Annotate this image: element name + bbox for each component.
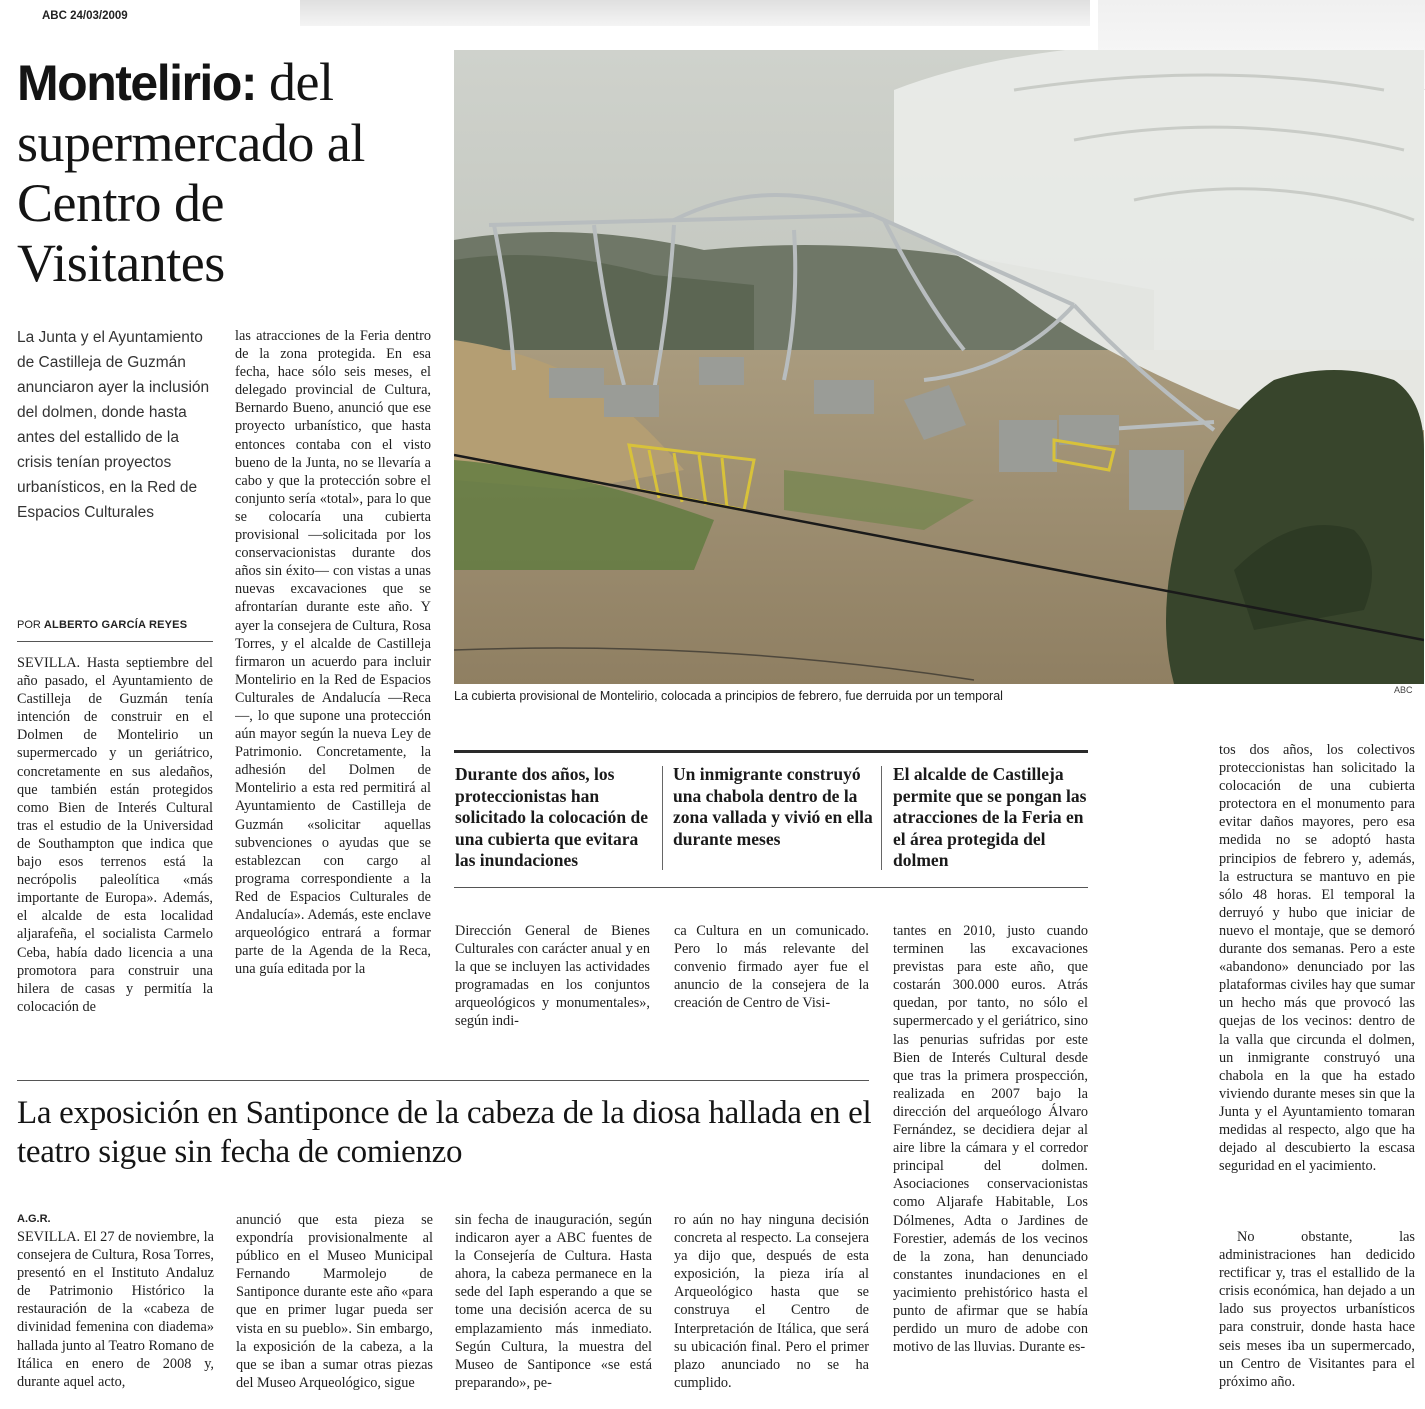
second-article-byline: A.G.R.	[17, 1213, 51, 1225]
adjacent-page-strip	[300, 0, 1090, 26]
photo-credit: ABC	[1394, 685, 1413, 695]
headline-rest: del supermercado al Centro de Visitantes	[17, 52, 365, 293]
article-column-6-paragraph-2: No obstante, las administraciones han dedicido rectificar y, tras el estallido de la crisis económica, han dejado a un lado sus proyectos urbanísticos para construir, donde hasta hace seis meses iba un supermercado, un Centro de Visitantes para el próximo año.	[1219, 1229, 1415, 1390]
pull-quote-3: El alcalde de Castilleja permite que se pongan las atracciones de la Feria en el área protegida del dolmen	[893, 764, 1087, 871]
quotes-top-rule	[454, 750, 1088, 753]
article-column-3: Dirección General de Bienes Culturales con carácter anual y en la que se incluyen las actividades programadas en los conjuntos arqueológicos y monumentales», según indi-	[455, 923, 650, 1030]
second-article-column-4: ro aún no hay ninguna decisión concreta al respecto. La consejera ya dijo que, después de esta exposición, la pieza iría al Arqueológico hasta que se construya el Centro de Interpretación de Itálica, que será su ubicación final. Pero el primer plazo anunciado no se ha cumplido.	[674, 1212, 869, 1391]
article-column-6: tos dos años, los colectivos proteccionistas han solicitado la colocación de una cubierta protectora en el monumento para evitar daños mayores, pero esa medida no se adoptó hasta principios de febrero y, además, la estructura se mantuvo en pie sólo 48 horas. El temporal la derruyó y hubo que iniciar de nuevo el montaje, que se demoró durante dos semanas. Pero a este «abandono» denunciado por las plataformas civiles hay que sumar un hecho más que provocó las quejas de los vecinos: dentro de la valla que circunda el dolmen, un inmigrante construyó una chabola en la que ha estado viviendo durante meses sin que la Junta y el Ayuntamiento tomaran medidas al respecto, algo que ha dejado al descubierto la escasa seguridad en el yacimiento.	[1219, 742, 1415, 1175]
pull-quote-1: Durante dos años, los proteccionistas han solicitado la colocación de una cubierta que evitara las inundaciones	[455, 764, 648, 871]
second-article-column-2: anunció que esta pieza se expondría provisionalmente al público en el Museo Municipal Fernando Marmolejo de Santiponce durante este año «para que en primer lugar pueda ser vista en su pueblo». Sin embargo, la exposición de la cabeza, a la que se iban a sumar otras piezas del Museo Arqueológico, sigue	[236, 1212, 433, 1391]
photo-caption: La cubierta provisional de Montelirio, colocada a principios de febrero, fue derruida por un temporal	[454, 689, 1003, 703]
dolmen-cover-photo	[454, 50, 1424, 684]
subheadline: La Junta y el Ayuntamiento de Castilleja de Guzmán anunciaron ayer la inclusión del dolmen, donde hasta antes del estallido de la crisis tenían proyectos urbanísticos, en la Red de Espacios Culturales	[17, 329, 210, 521]
byline-divider	[17, 641, 213, 642]
article-column-4: ca Cultura en un comunicado. Pero lo más relevante del convenio firmado ayer fue el anuncio de la consejera de la creación de Centro de Visi-	[674, 923, 869, 1012]
quotes-bottom-rule	[454, 887, 1088, 888]
article-photo	[454, 50, 1424, 684]
quote-divider	[881, 766, 882, 870]
second-article-column-3: sin fecha de inauguración, según indicaron ayer a ABC fuentes de la Consejería de Cultura. Hasta ahora, la cabeza permanece en la sede del Iaph esperando a que se tome una decisión acerca de su emplazamiento más inmediato. Según Cultura, la muestra del Museo de Santiponce «se está preparando», pe-	[455, 1212, 652, 1391]
second-article-title: La exposición en Santiponce de la cabeza de la diosa hallada en el teatro sigue sin fecha de comienzo	[17, 1095, 872, 1170]
article-column-2: las atracciones de la Feria dentro de la zona protegida. En esa fecha, hace sólo seis meses, el delegado provincial de Cultura, Bernardo Bueno, anunció que ese proyecto urbanístico, que hasta entonces contaba con el visto bueno de la Junta, no se llevaría a cabo y que la protección sobre el conjunto sería «total», para lo que se colocaría una cubierta provisional —solicitada por los conservacionistas durante dos años sin éxito— con vistas a unas nuevas excavaciones que se afrontarían durante este año. Y ayer la consejera de Cultura, Rosa Torres, y el alcalde de Castilleja firmaron un acuerdo para incluir Montelirio en la Red de Espacios Culturales de Andalucía —Reca—, lo que supone una protección aún mayor según la nueva Ley de Patrimonio. Concretamente, la adhesión del Dolmen de Montelirio a esta red permitirá al Ayuntamiento de Castilleja de Guzmán «solicitar aquellas subvenciones o ayudas que se establezcan con cargo al programa correspondiente a la Red de Espacios Culturales de Andalucía». Además, este enclave arqueológico entrará a formar parte de la Agenda de la Reca, una guía editada por la	[235, 328, 431, 978]
byline	[17, 619, 217, 631]
second-article-column-1: SEVILLA. El 27 de noviembre, la consejera de Cultura, Rosa Torres, presentó en el Instituto Andaluz de Patrimonio Histórico la restauración de la «cabeza de divinidad femenina con diadema» hallada junto al Teatro Romano de Itálica en enero de 2008 y, durante aquel acto,	[17, 1229, 214, 1390]
page-title	[17, 52, 437, 293]
article-column-1: SEVILLA. Hasta septiembre del año pasado, el Ayuntamiento de Castilleja de Guzmán tenía intención de construir en el Dolmen de Montelirio un supermercado y un geriátrico, concretamente en sus aledaños, que también están protegidos como Bien de Interés Cultural tras el estudio de la Universidad de Southampton que indica que bajo esos terrenos está la necrópolis paleolítica «más importante de Europa». Además, el alcalde de esta localidad aljarafeña, el socialista Carmelo Ceba, había dado licencia a una promotora para construir una hilera de casas y permitía la colocación de	[17, 655, 213, 1015]
byline-author: ALBERTO GARCÍA REYES	[43, 619, 188, 631]
byline-prefix: POR	[17, 619, 41, 631]
source-date: ABC 24/03/2009	[42, 10, 128, 22]
pull-quote-2: Un inmigrante construyó una chabola dentro de la zona vallada y vivió en ella durante meses	[673, 764, 873, 849]
article-column-5: tantes en 2010, justo cuando terminen las excavaciones previstas para este año, que costarán 300.000 euros. Atrás quedan, por tanto, no sólo el supermercado y el geriátrico, sino las penurias sufridas por este Bien de Interés Cultural desde que tras la primera prospección, realizada en 2007 bajo la dirección del arqueólogo Álvaro Fernández, se decidiera dejar al aire libre la cámara y el corredor principal del dolmen. Asociaciones conservacionistas como Aljarafe Habitable, Los Dólmenes, Adta o Jardines de Forestier, además de los vecinos de la zona, han denunciado constantes inundaciones en el yacimiento prehistórico hasta el punto de afirmar que se había perdido un muro de adobe con motivo de las lluvias. Durante es-	[893, 923, 1088, 1356]
headline-keyword: Montelirio:	[17, 55, 257, 111]
quote-divider	[662, 766, 663, 870]
section-divider	[17, 1080, 869, 1081]
